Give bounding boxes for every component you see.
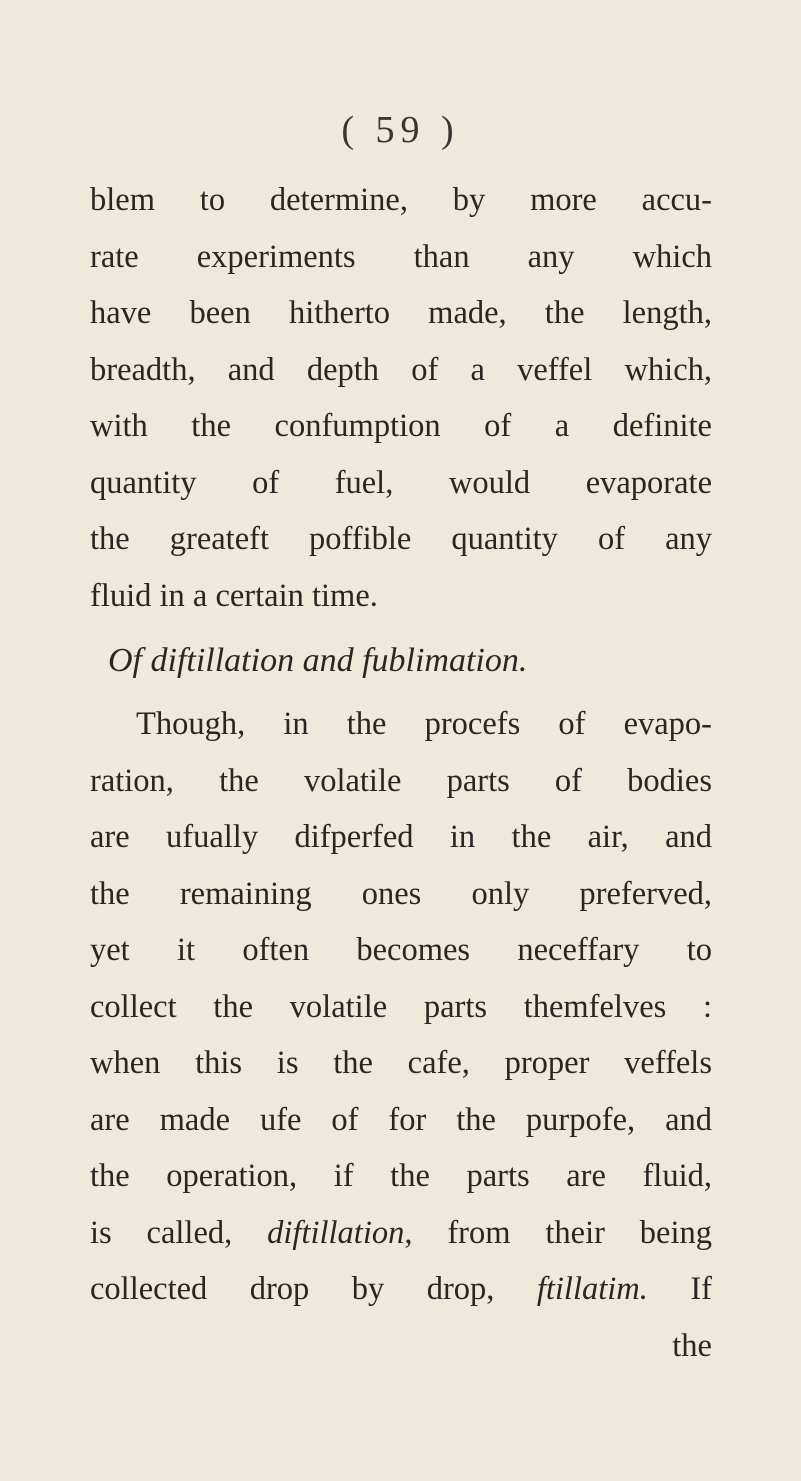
text-line: breadth, and depth of a veffel which, — [90, 351, 712, 388]
text-line: rate experiments than any which — [90, 238, 712, 275]
italic-term: diftillation — [267, 1214, 405, 1251]
paragraph-1 — [90, 172, 712, 624]
text-line: are ufually difperfed in the air, and — [90, 819, 712, 855]
text-block — [90, 172, 712, 1374]
text-run: , from their being — [404, 1214, 712, 1251]
text-line: blem to determine, by more accu- — [90, 182, 712, 218]
text-line: collect the volatile parts themfelves : — [90, 988, 712, 1025]
text-line: the operation, if the parts are fluid, — [90, 1158, 712, 1194]
text-line: have been hitherto made, the length, — [90, 295, 712, 331]
text-line: quantity of fuel, would evaporate — [90, 464, 712, 501]
text-line: the greateft poffible quantity of any — [90, 521, 712, 557]
paragraph-2 — [90, 696, 712, 1374]
text-run: collected drop by drop, — [90, 1271, 537, 1307]
text-line: yet it often becomes neceffary to — [90, 932, 712, 968]
text-run: is called, — [90, 1214, 268, 1251]
section-heading: Of diftillation and fublimation. — [108, 642, 528, 679]
text-line — [90, 1205, 712, 1262]
text-line: fluid in a certain time. — [90, 577, 378, 614]
page-number: ( 59 ) — [341, 109, 460, 151]
text-line: ration, the volatile parts of bodies — [90, 762, 712, 799]
text-line — [90, 1261, 712, 1318]
text-line: are made ufe of for the purpofe, and — [90, 1101, 712, 1138]
text-line: Though, in the procefs of evapo- — [136, 706, 712, 742]
catchword: the — [672, 1327, 712, 1364]
text-line: when this is the cafe, proper veffels — [90, 1045, 712, 1081]
text-line: with the confumption of a definite — [90, 408, 712, 444]
italic-term: ftillatim. — [536, 1271, 648, 1307]
text-run: If — [647, 1271, 712, 1307]
text-line: the remaining ones only preferved, — [90, 875, 712, 912]
